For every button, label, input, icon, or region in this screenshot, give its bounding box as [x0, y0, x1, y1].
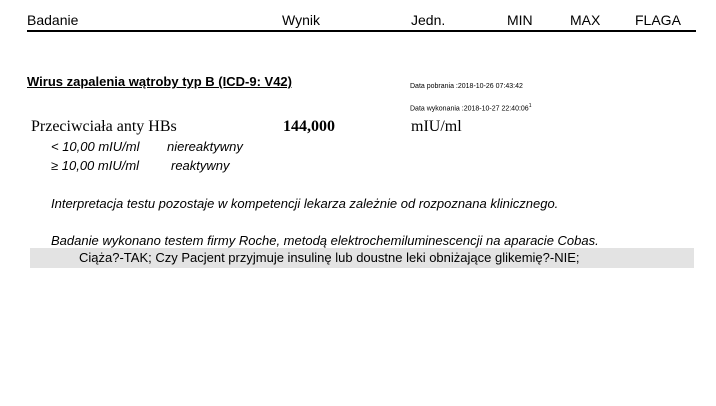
section-title: Wirus zapalenia wątroby typ B (ICD-9: V42): [27, 74, 292, 89]
reference-label-1: niereaktywny: [167, 139, 243, 154]
result-value: 144,000: [283, 118, 335, 135]
method-note: Badanie wykonano testem firmy Roche, metodą elektrochemiluminescencji na aparacie Cobas.: [51, 233, 599, 248]
clinical-info-text: Ciąża?-TAK; Czy Pacjent przyjmuje insulinę lub doustne leki obniżające glikemię?-NIE;: [79, 250, 580, 265]
column-header-jedn: Jedn.: [411, 12, 446, 28]
execution-date-marker: 1: [528, 103, 532, 109]
column-header-max: MAX: [570, 12, 601, 28]
column-header-badanie: Badanie: [27, 12, 79, 28]
clinical-info-bar: [30, 248, 694, 268]
execution-date: [410, 103, 531, 112]
collection-date: Data pobrania :2018-10-26 07:43:42: [410, 83, 523, 90]
column-header-wynik: Wynik: [282, 12, 320, 28]
column-header-min: MIN: [507, 12, 533, 28]
interpretation-note: Interpretacja testu pozostaje w kompetencji lekarza zależnie od rozpoznana klinicznego.: [51, 196, 559, 211]
result-unit: mIU/ml: [411, 118, 462, 135]
execution-date-text: Data wykonania :2018-10-27 22:40:06: [410, 105, 529, 113]
header-divider: [27, 30, 696, 32]
reference-range-2: ≥ 10,00 mIU/ml: [51, 158, 140, 173]
column-header-flaga: FLAGA: [635, 12, 681, 28]
reference-label-2: reaktywny: [171, 158, 230, 173]
reference-range-1: < 10,00 mIU/ml: [51, 139, 140, 154]
result-test-name: Przeciwciała anty HBs: [31, 118, 177, 135]
